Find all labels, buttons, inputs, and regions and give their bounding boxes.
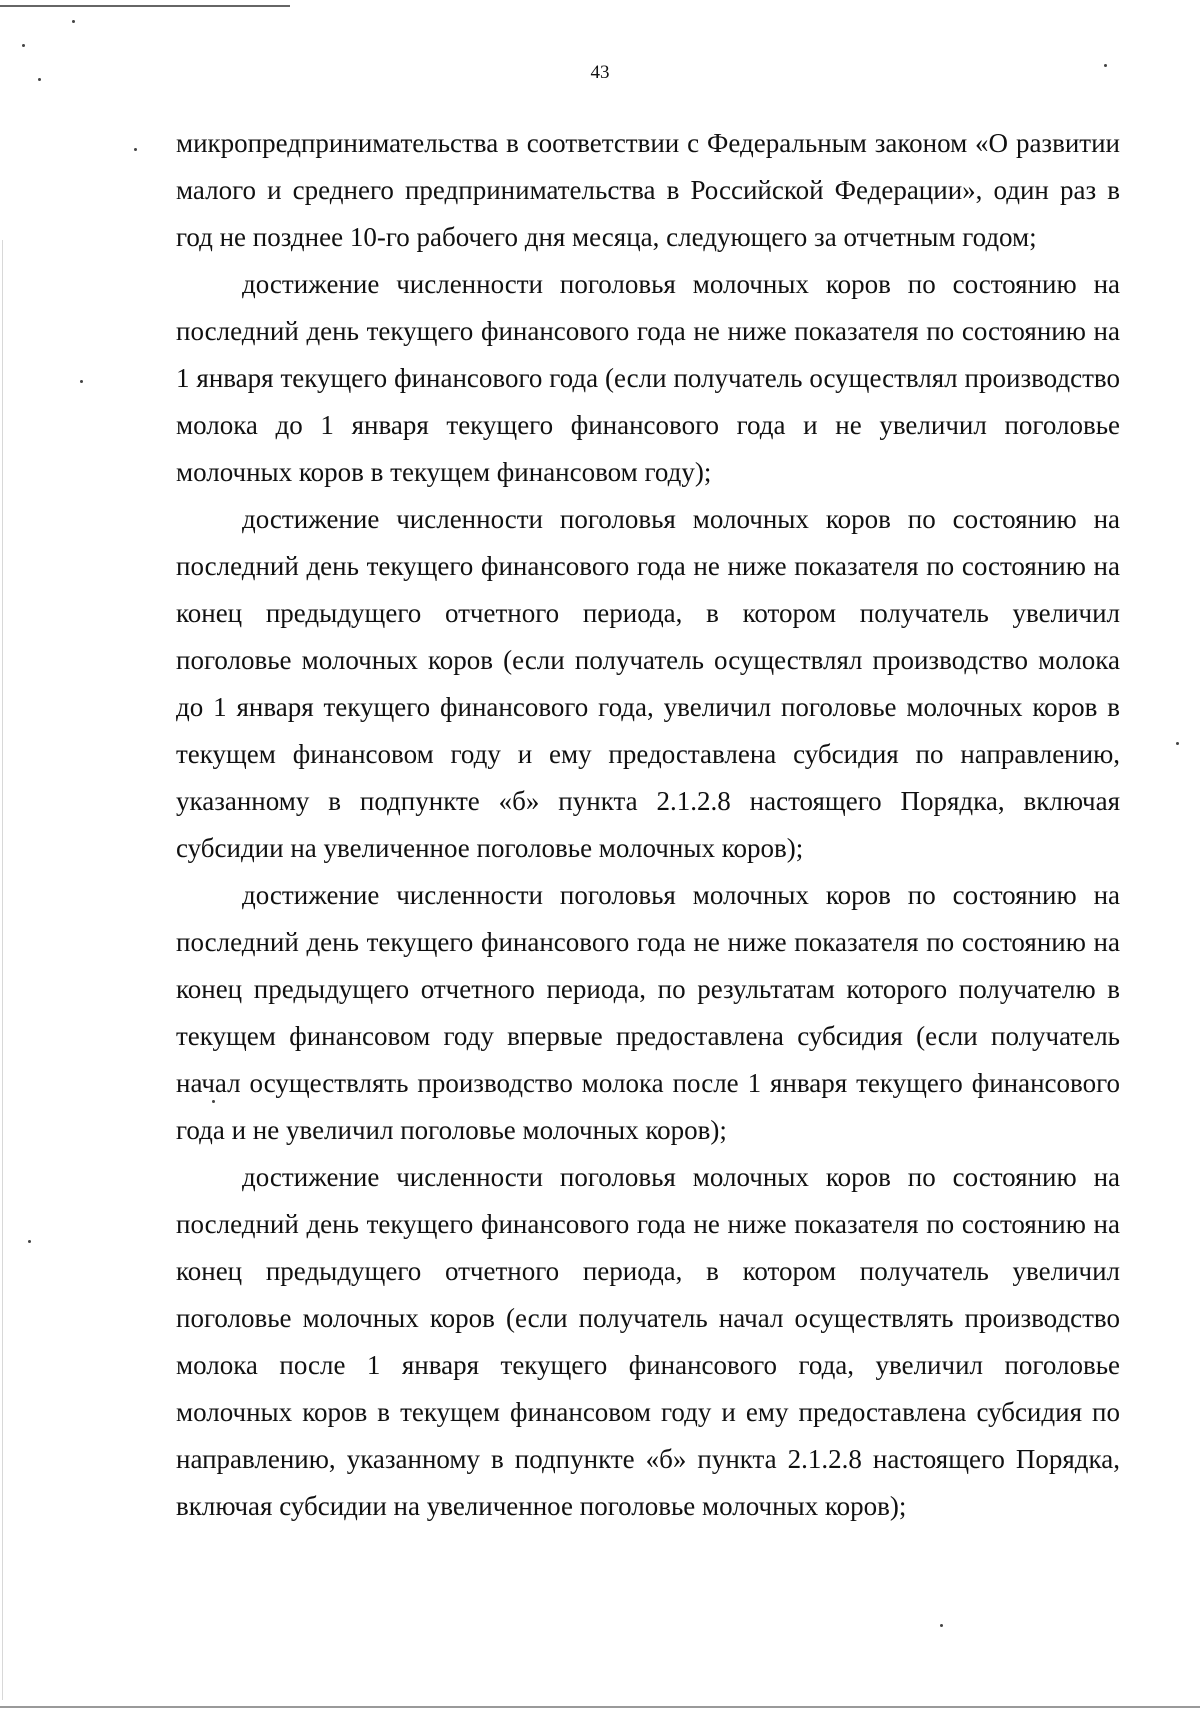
scan-speck <box>72 20 75 23</box>
scan-speck <box>28 1240 31 1243</box>
scan-edge-left <box>2 240 3 1700</box>
page-number: 43 <box>590 62 610 83</box>
paragraph-5: достижение численности поголовья молочных коров по состоянию на последний день текущего финансового года не ниже показателя по состоянию на конец предыдущего отчетного периода, в котором получатель увеличил поголовье молочных коров (если получатель начал осуществлять производство молока после 1 января текущего финансового года, увеличил поголовье молочных коров в текущем финансовом году и ему предоставлена субсидия по направлению, указанному в подпункте «б» пункта 2.1.2.8 настоящего Порядка, включая субсидии на увеличенное поголовье молочных коров); <box>176 1162 1120 1521</box>
scan-speck <box>940 1624 943 1627</box>
scan-speck <box>134 148 137 151</box>
paragraph-4: достижение численности поголовья молочных коров по состоянию на последний день текущего финансового года не ниже показателя по состоянию на конец предыдущего отчетного периода, по результатам которого получателю в текущем финансовом году впервые предоставлена субсидия (если получатель начал осуществлять производство молока после 1 января текущего финансового года и не увеличил поголовье молочных коров); <box>176 880 1120 1145</box>
paragraph-1: микропредпринимательства в соответствии с Федеральным законом «О развитии малого и среднего предпринимательства в Российской Федерации», один раз в год не позднее 10-го рабочего дня месяца, следующего за отчетным годом; <box>176 128 1120 252</box>
scan-speck <box>1176 742 1179 745</box>
scan-speck <box>80 380 83 383</box>
paragraph-2: достижение численности поголовья молочных коров по состоянию на последний день текущего финансового года не ниже показателя по состоянию на 1 января текущего финансового года (если получатель осуществлял производство молока до 1 января текущего финансового года и не увеличил поголовье молочных коров в текущем финансовом году); <box>176 269 1120 487</box>
document-body <box>176 120 1120 1530</box>
scan-edge-top <box>0 5 290 7</box>
scan-speck <box>22 44 25 47</box>
scan-edge-bottom <box>0 1706 1200 1708</box>
paragraph-3: достижение численности поголовья молочных коров по состоянию на последний день текущего финансового года не ниже показателя по состоянию на конец предыдущего отчетного периода, в котором получатель увеличил поголовье молочных коров (если получатель осуществлял производство молока до 1 января текущего финансового года, увеличил поголовье молочных коров в текущем финансовом году и ему предоставлена субсидия по направлению, указанному в подпункте «б» пункта 2.1.2.8 настоящего Порядка, включая субсидии на увеличенное поголовье молочных коров); <box>176 504 1120 863</box>
